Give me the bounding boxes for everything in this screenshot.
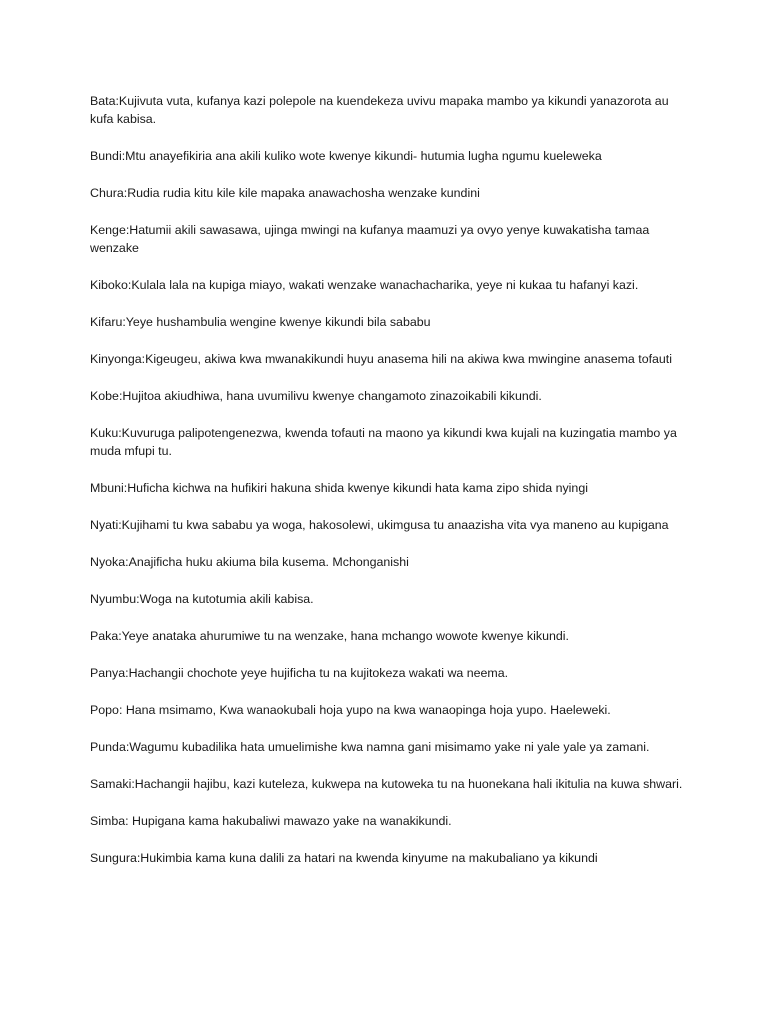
entry-nyumbu: Nyumbu:Woga na kutotumia akili kabisa. xyxy=(90,592,314,606)
entry-simba: Simba: Hupigana kama hakubaliwi mawazo yake na wanakikundi. xyxy=(90,814,452,828)
entry-mbuni: Mbuni:Huficha kichwa na hufikiri hakuna shida kwenye kikundi hata kama zipo shida nyingi xyxy=(90,481,588,495)
entry-kinyonga: Kinyonga:Kigeugeu, akiwa kwa mwanakikundi huyu anasema hili na akiwa kwa mwingine anasema tofauti xyxy=(90,352,673,366)
entry-kobe: Kobe:Hujitoa akiudhiwa, hana uvumilivu kwenye changamoto zinazoikabili kikundi. xyxy=(90,389,542,403)
entry-kiboko: Kiboko:Kulala lala na kupiga miayo, wakati wenzake wanachacharika, yeye ni kukaa tu hafanyi kazi. xyxy=(90,278,639,292)
entry-panya: Panya:Hachangii chochote yeye hujificha tu na kujitokeza wakati wa neema. xyxy=(90,666,509,680)
entry-nyoka: Nyoka:Anajificha huku akiuma bila kusema. Mchonganishi xyxy=(90,555,409,569)
entry-punda: Punda:Wagumu kubadilika hata umuelimishe kwa namna gani misimamo yake ni yale yale ya zamani. xyxy=(90,740,650,754)
entry-nyati: Nyati:Kujihami tu kwa sababu ya woga, hakosolewi, ukimgusa tu anaazisha vita vya maneno au kupigana xyxy=(90,518,669,532)
entry-kenge: Kenge:Hatumii akili sawasawa, ujinga mwingi na kufanya maamuzi ya ovyo yenye kuwakatisha tamaa wenzake xyxy=(90,223,650,255)
entry-samaki: Samaki:Hachangii hajibu, kazi kuteleza, kukwepa na kutoweka tu na huonekana hali ikitulia na kuwa shwari. xyxy=(90,777,683,791)
entry-kuku: Kuku:Kuvuruga palipotengenezwa, kwenda tofauti na maono ya kikundi kwa kujali na kuzingatia mambo ya muda mfupi tu. xyxy=(90,426,677,458)
entry-chura: Chura:Rudia rudia kitu kile kile mapaka anawachosha wenzake kundini xyxy=(90,186,480,200)
entry-popo: Popo: Hana msimamo, Kwa wanaokubali hoja yupo na kwa wanaopinga hoja yupo. Haeleweki. xyxy=(90,703,611,717)
entry-bata: Bata:Kujivuta vuta, kufanya kazi polepole na kuendekeza uvivu mapaka mambo ya kikundi yanazorota au kufa kabisa. xyxy=(90,94,669,126)
entry-paka: Paka:Yeye anataka ahurumiwe tu na wenzake, hana mchango wowote kwenye kikundi. xyxy=(90,629,569,643)
document-page xyxy=(90,92,690,886)
entry-bundi: Bundi:Mtu anayefikiria ana akili kuliko wote kwenye kikundi- hutumia lugha ngumu kueleweka xyxy=(90,149,602,163)
entry-kifaru: Kifaru:Yeye hushambulia wengine kwenye kikundi bila sababu xyxy=(90,315,431,329)
entry-sungura: Sungura:Hukimbia kama kuna dalili za hatari na kwenda kinyume na makubaliano ya kikundi xyxy=(90,851,598,865)
